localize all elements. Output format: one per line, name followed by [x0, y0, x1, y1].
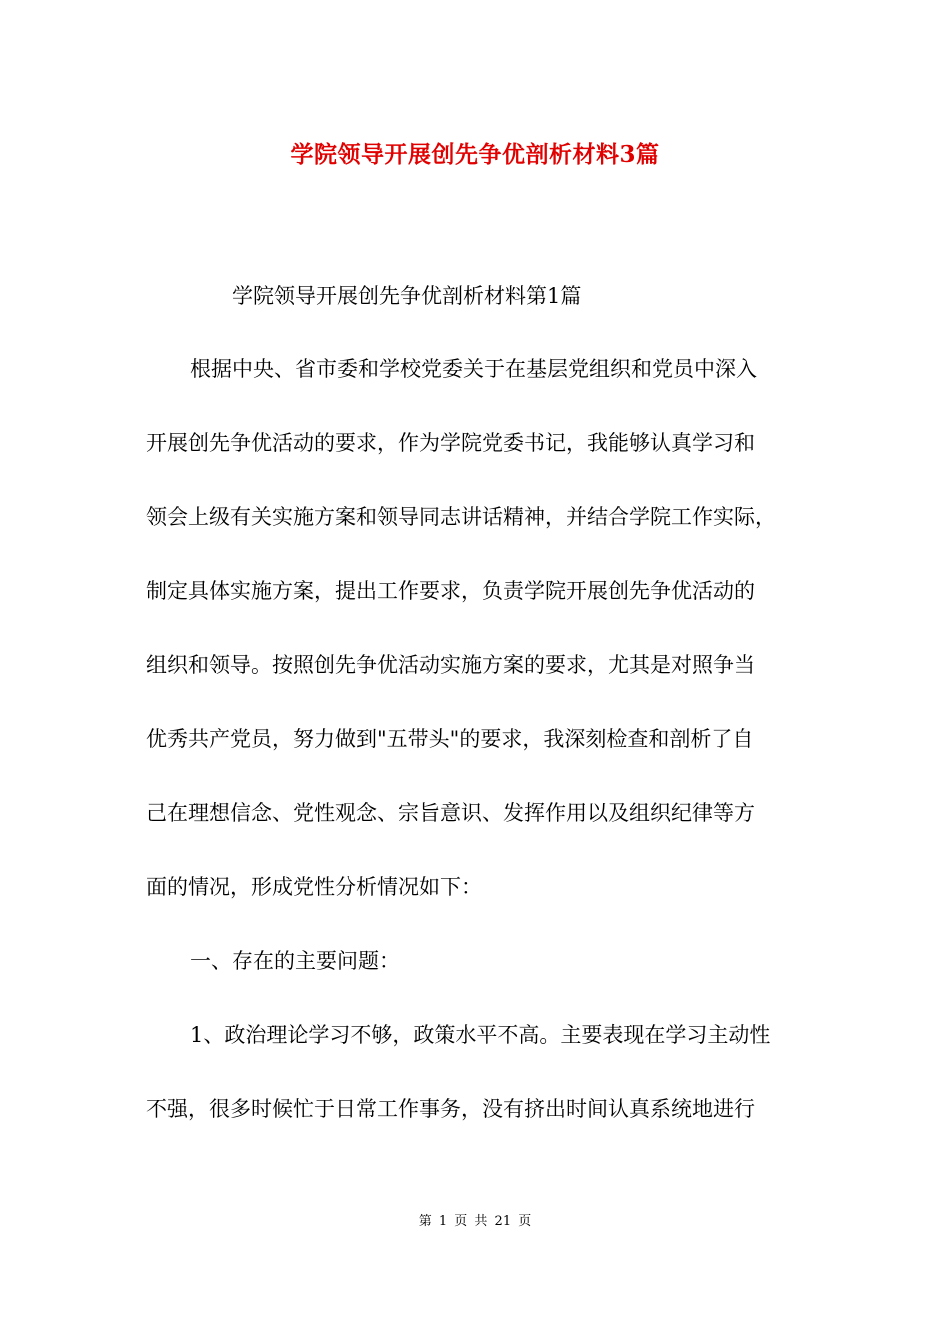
document-title: 学院领导开展创先争优剖析材料3篇: [290, 141, 660, 168]
section-heading: 学院领导开展创先争优剖析材料第1篇: [232, 284, 582, 308]
paragraph-line: 1、政治理论学习不够，政策水平不高。主要表现在学习主动性: [190, 1023, 771, 1047]
paragraph-line: 己在理想信念、党性观念、宗旨意识、发挥作用以及组织纪律等方: [146, 801, 755, 825]
paragraph-line: 根据中央、省市委和学校党委关于在基层党组织和党员中深入: [190, 357, 757, 381]
paragraph-line: 领会上级有关实施方案和领导同志讲话精神，并结合学院工作实际，: [146, 505, 776, 529]
page-footer: 第 1 页 共 21 页: [418, 1214, 532, 1229]
paragraph-line: 组织和领导。按照创先争优活动实施方案的要求，尤其是对照争当: [146, 653, 755, 677]
paragraph-line: 制定具体实施方案，提出工作要求，负责学院开展创先争优活动的: [146, 579, 755, 603]
subsection-heading: 一、存在的主要问题：: [190, 949, 400, 973]
paragraph-line: 不强，很多时候忙于日常工作事务，没有挤出时间认真系统地进行: [146, 1097, 755, 1121]
paragraph-line: 开展创先争优活动的要求，作为学院党委书记，我能够认真学习和: [146, 431, 755, 455]
paragraph-line: 优秀共产党员，努力做到"五带头"的要求，我深刻检查和剖析了自: [146, 727, 754, 751]
paragraph-line: 面的情况，形成党性分析情况如下：: [146, 875, 482, 899]
